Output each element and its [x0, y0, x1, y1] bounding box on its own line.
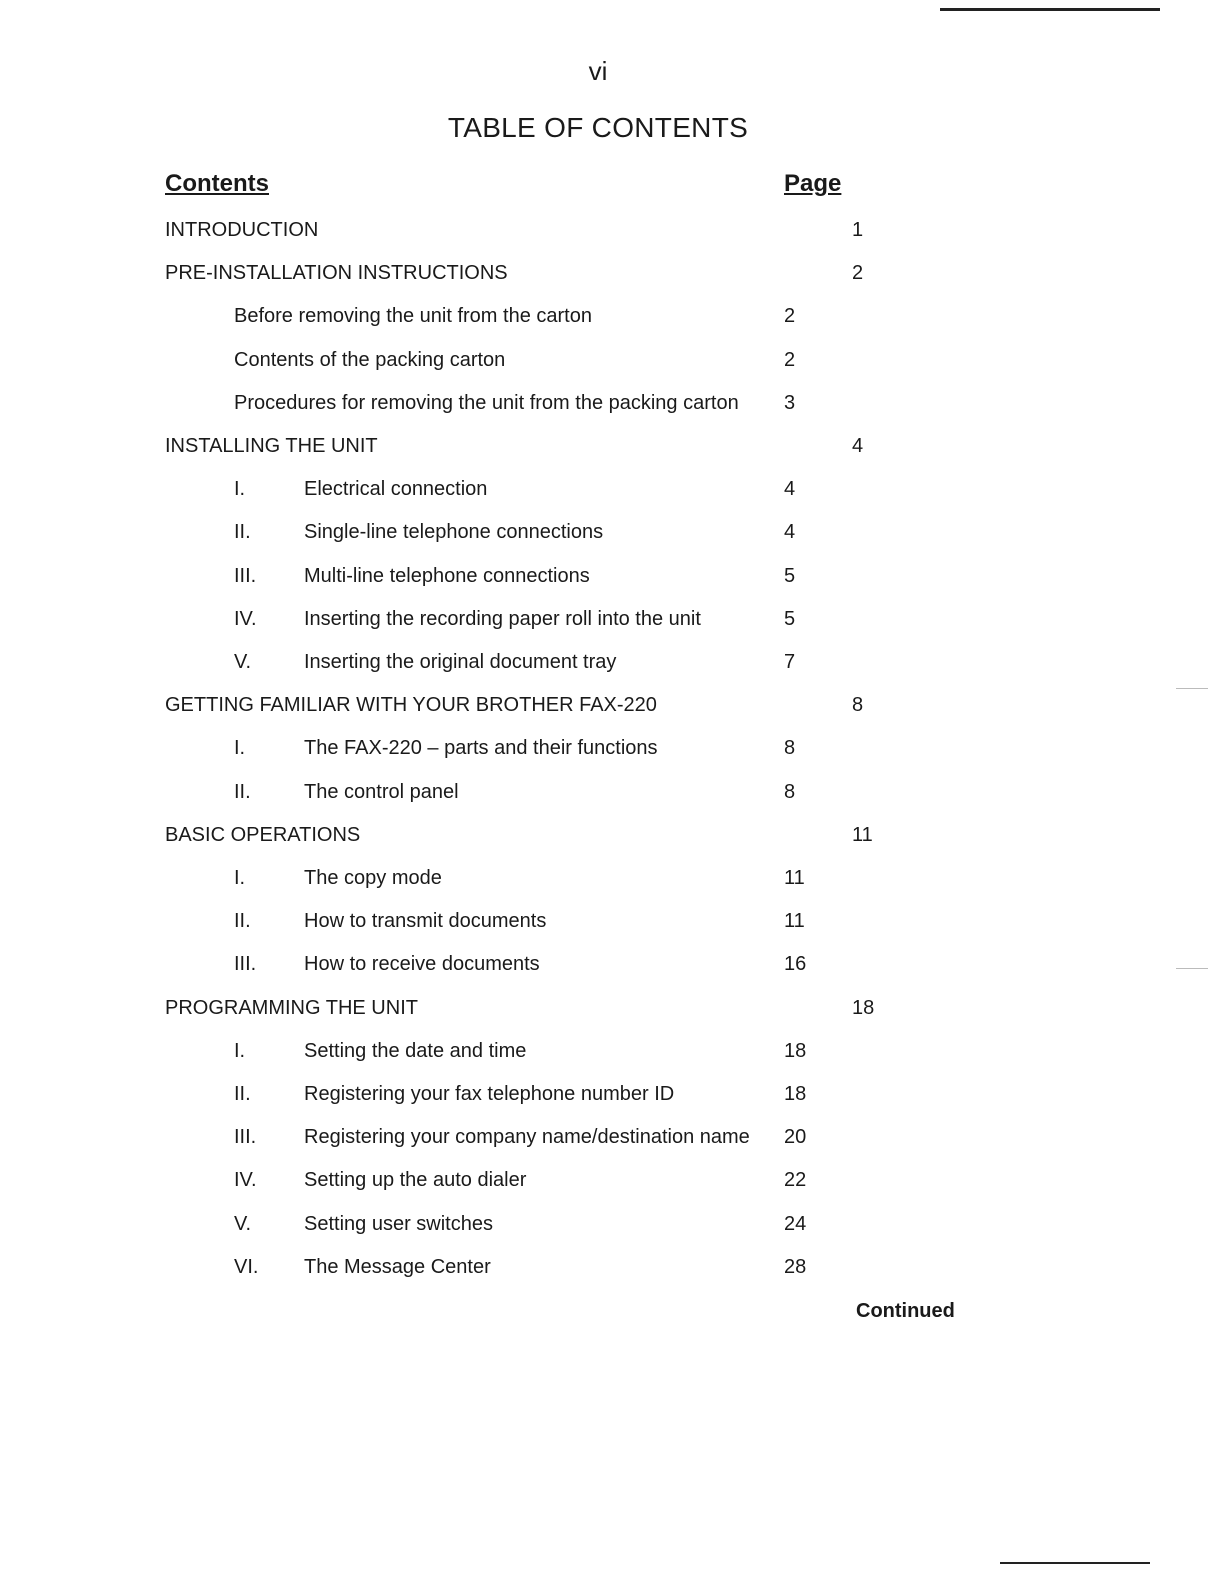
toc-numeral: II.	[234, 910, 251, 933]
toc-subsection-page: 5	[784, 564, 796, 587]
scan-artifact	[940, 8, 1160, 11]
toc-numeral: II.	[234, 780, 251, 803]
toc-subsection-title: Registering your fax telephone number ID	[304, 1083, 675, 1105]
toc-subsection-title: The control panel	[304, 780, 459, 803]
toc-numeral: IV.	[234, 1169, 257, 1192]
toc-subsection-title: How to transmit documents	[304, 910, 547, 933]
toc-subsection	[0, 349, 1224, 379]
toc-section-title: INTRODUCTION	[165, 219, 319, 241]
toc-subsection	[0, 521, 1224, 551]
toc-subsection-title: Registering your company name/destination name	[304, 1126, 750, 1149]
toc-section	[0, 694, 1224, 724]
toc-subsection-title: The FAX-220 – parts and their functions	[304, 737, 658, 760]
toc-subsection-page: 11	[784, 867, 805, 889]
toc-subsection-page: 8	[784, 737, 796, 760]
toc-numeral: III.	[234, 564, 257, 587]
toc-subsection-title: Setting user switches	[304, 1212, 493, 1235]
toc-subsection-title: How to receive documents	[304, 953, 540, 976]
toc-subsection-page: 4	[784, 478, 796, 501]
toc-subsection-page: 16	[784, 953, 807, 976]
toc-subsection	[0, 1256, 1224, 1286]
toc-subsection-page: 20	[784, 1126, 807, 1149]
toc-section-title: PRE-INSTALLATION INSTRUCTIONS	[165, 262, 508, 285]
page-number: vi	[588, 56, 608, 86]
toc-subsection	[0, 910, 1224, 940]
toc-numeral: V.	[234, 1212, 252, 1235]
toc-subsection	[0, 565, 1224, 595]
toc-subsection-title: The Message Center	[304, 1255, 491, 1278]
toc-subsection	[0, 953, 1224, 983]
toc-subsection	[0, 1169, 1224, 1199]
toc-subsection-title: Multi-line telephone connections	[304, 564, 590, 587]
toc-subsection-page: 8	[784, 780, 796, 803]
toc-numeral: IV.	[234, 607, 257, 630]
toc-subsection	[0, 737, 1224, 767]
toc-section-page: 2	[852, 262, 864, 285]
toc-section-title: INSTALLING THE UNIT	[165, 435, 378, 457]
toc-subsection	[0, 608, 1224, 638]
toc-numeral: I.	[234, 478, 246, 501]
toc-subsection-page: 4	[784, 521, 796, 544]
toc-subsection-page: 18	[784, 1039, 807, 1062]
toc-subsection-page: 5	[784, 607, 796, 630]
toc-section-page: 1	[852, 219, 864, 241]
toc-section-title: PROGRAMMING THE UNIT	[165, 996, 418, 1019]
page-title: TABLE OF CONTENTS	[447, 112, 749, 143]
toc-section-page: 4	[852, 435, 864, 457]
toc-subsection-page: 3	[784, 391, 796, 414]
toc-subsection-title: The copy mode	[304, 867, 442, 889]
toc-subsection-title: Procedures for removing the unit from the packing carton	[234, 391, 739, 414]
toc-subsection-page: 18	[784, 1083, 807, 1105]
toc-section-title: GETTING FAMILIAR WITH YOUR BROTHER FAX-220	[165, 694, 657, 717]
page-column-header: Page	[784, 170, 842, 197]
toc-numeral: V.	[234, 651, 252, 673]
toc-subsection-title: Setting up the auto dialer	[304, 1169, 527, 1192]
toc-subsection	[0, 1040, 1224, 1070]
toc-subsection-page: 22	[784, 1169, 807, 1192]
toc-subsection-title: Setting the date and time	[304, 1039, 527, 1062]
toc-section-page: 11	[852, 823, 873, 846]
toc-subsection-page: 7	[784, 651, 796, 673]
toc-numeral: I.	[234, 737, 246, 760]
toc-subsection-title: Inserting the recording paper roll into the unit	[304, 607, 701, 630]
toc-section	[0, 262, 1224, 292]
toc-subsection-title: Inserting the original document tray	[304, 651, 617, 673]
toc-subsection-title: Before removing the unit from the carton	[234, 305, 592, 328]
scan-artifact	[1000, 1562, 1150, 1564]
toc-section	[0, 997, 1224, 1027]
toc-subsection-page: 11	[784, 910, 805, 933]
toc-subsection	[0, 1126, 1224, 1156]
toc-subsection-title: Single-line telephone connections	[304, 521, 604, 544]
toc-subsection	[0, 1083, 1224, 1113]
toc-subsection	[0, 781, 1224, 811]
toc-numeral: III.	[234, 953, 257, 976]
toc-subsection	[0, 651, 1224, 681]
toc-section	[0, 824, 1224, 854]
contents-column-header: Contents	[165, 170, 269, 197]
toc-section	[0, 435, 1224, 465]
toc-subsection	[0, 478, 1224, 508]
toc-numeral: VI.	[234, 1255, 259, 1278]
toc-numeral: II.	[234, 521, 251, 544]
toc-subsection-page: 2	[784, 305, 796, 328]
toc-subsection	[0, 867, 1224, 897]
toc-subsection-title: Contents of the packing carton	[234, 348, 506, 371]
toc-subsection	[0, 1213, 1224, 1243]
toc-subsection	[0, 392, 1224, 422]
toc-numeral: III.	[234, 1126, 257, 1149]
toc-section-title: BASIC OPERATIONS	[165, 823, 361, 846]
toc-subsection	[0, 305, 1224, 335]
toc-numeral: I.	[234, 1039, 246, 1062]
toc-subsection-title: Electrical connection	[304, 478, 488, 501]
scan-artifact	[1176, 688, 1208, 689]
toc-subsection-page: 28	[784, 1255, 807, 1278]
toc-numeral: II.	[234, 1083, 251, 1105]
toc-subsection-page: 2	[784, 348, 796, 371]
toc-section	[0, 219, 1224, 249]
continued-note: Continued	[856, 1300, 955, 1322]
toc-section-page: 8	[852, 694, 864, 717]
toc-subsection-page: 24	[784, 1212, 807, 1235]
toc-numeral: I.	[234, 867, 246, 889]
toc-section-page: 18	[852, 996, 875, 1019]
